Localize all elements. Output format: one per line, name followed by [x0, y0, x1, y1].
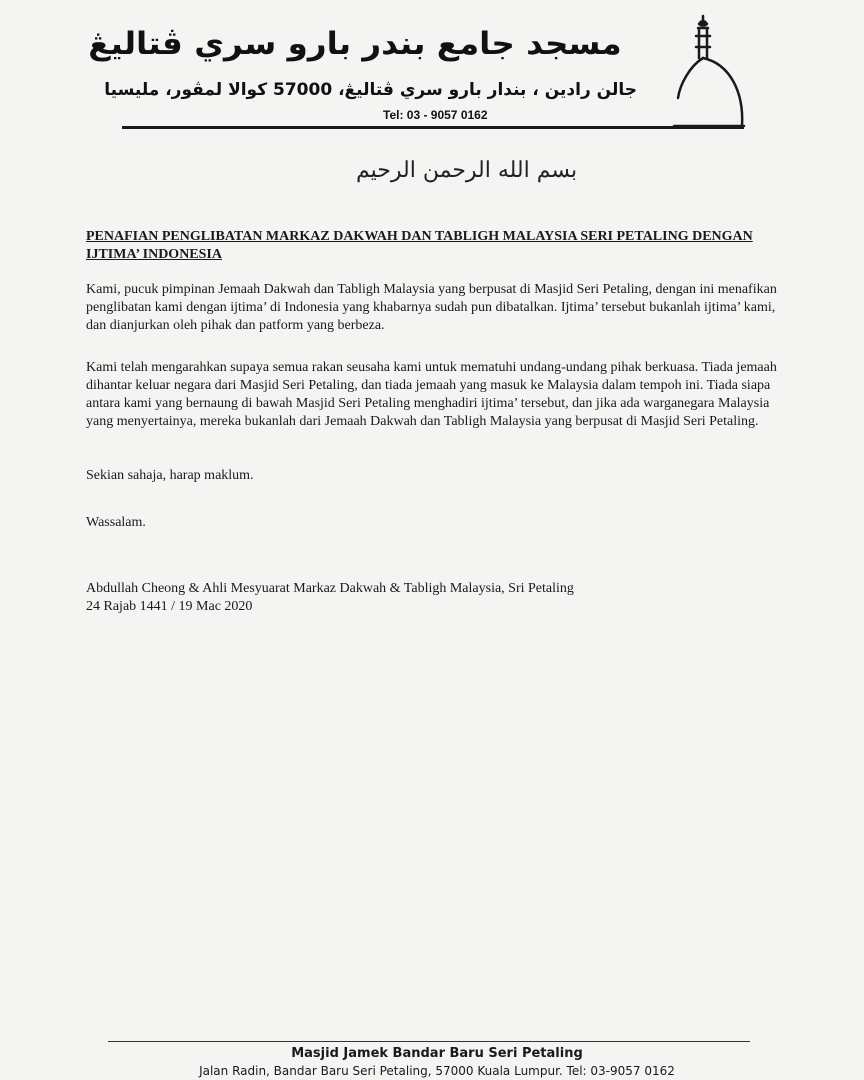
- bismillah-calligraphy: بسم الله الرحمن الرحيم: [356, 158, 578, 183]
- paragraph-wassalam: Wassalam.: [86, 515, 146, 530]
- footer-organization: Masjid Jamek Bandar Baru Seri Petaling: [291, 1046, 583, 1061]
- signature-name: Abdullah Cheong & Ahli Mesyuarat Markaz Dakwah & Tabligh Malaysia, Sri Petaling: [86, 581, 574, 596]
- paragraph-closing: Sekian sahaja, harap maklum.: [86, 468, 254, 483]
- footer-divider: [108, 1041, 750, 1042]
- letterhead-divider: [122, 126, 744, 129]
- footer-address: Jalan Radin, Bandar Baru Seri Petaling, 57000 Kuala Lumpur. Tel: 03-9057 0162: [199, 1064, 675, 1078]
- document-title: PENAFIAN PENGLIBATAN MARKAZ DAKWAH DAN TABLIGH MALAYSIA SERI PETALING DENGAN IJTIMA’ INDONESIA: [86, 229, 753, 262]
- letterhead-tel: Tel: 03 - 9057 0162: [383, 108, 488, 122]
- paragraph-1: Kami, pucuk pimpinan Jemaah Dakwah dan Tabligh Malaysia yang berpusat di Masjid Seri Petaling, dengan ini menafikan penglibatan kami dengan ijtima’ di Indonesia yang khabarnya sudah pun dibatalkan. Ijtima’ tersebut bukanlah ijtima’ kami, dan dianjurkan oleh pihak dan patform yang berbeza.: [86, 282, 777, 333]
- letterhead-address-arabic: جالن رادين ، بندار بارو سري ڤتاليڠ، 57000 كوالا لمڤور، مليسيا: [104, 80, 637, 100]
- paragraph-2: Kami telah mengarahkan supaya semua rakan seusaha kami untuk mematuhi undang-undang pihak berkuasa. Tiada jemaah dihantar keluar negara dari Masjid Seri Petaling, dan tiada jemaah yang masuk ke Malaysia dalam tempoh ini. Tiada siapa antara kami yang bernaung di bawah Masjid Seri Petaling menghadiri ijtima’ tersebut, dan jika ada warganegara Malaysia yang menyertainya, mereka bukanlah dari Jemaah Dakwah dan Tabligh Malaysia yang berpusat di Masjid Seri Petaling.: [86, 360, 777, 429]
- signature-date: 24 Rajab 1441 / 19 Mac 2020: [86, 599, 253, 614]
- mosque-dome-icon: [670, 14, 746, 130]
- letterhead-name-arabic: مسجد جامع بندر بارو سري ڤتاليڠ: [88, 26, 622, 62]
